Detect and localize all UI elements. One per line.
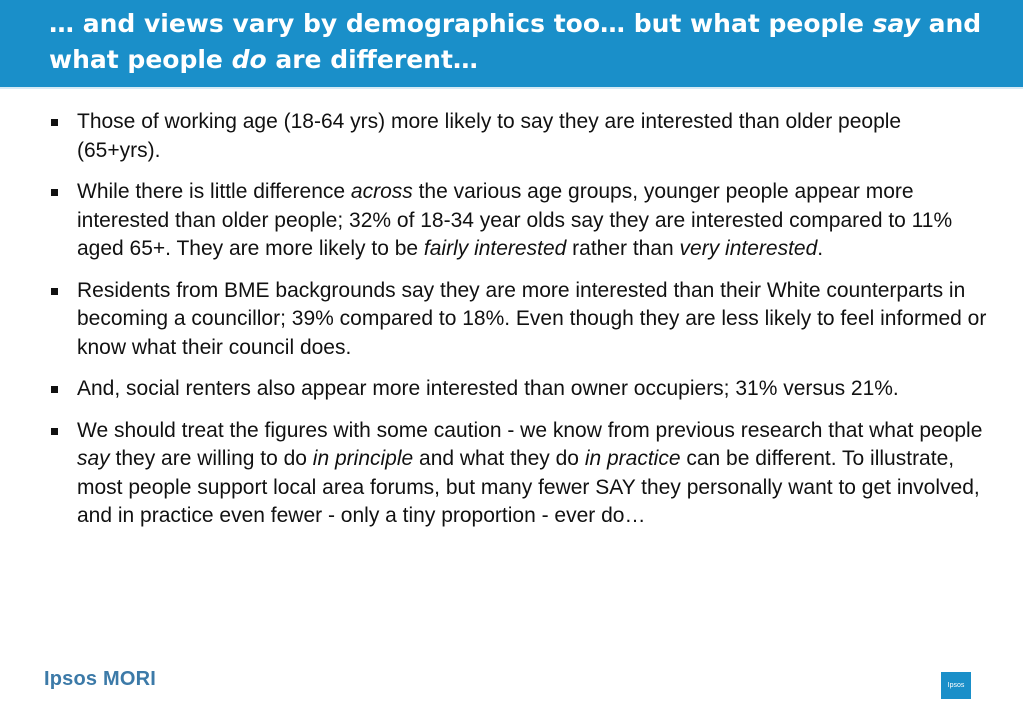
bullet-text bbox=[77, 110, 901, 162]
square-bullet-icon bbox=[51, 189, 58, 196]
bullet-text-part: can be different. To illustrate, most people support local area forums, but many fewer SAY they personally want to get involved, and in practice even fewer - only a tiny proportion - ever do… bbox=[77, 447, 980, 527]
bullet-emphasis: across bbox=[350, 180, 413, 203]
bullet-item bbox=[47, 178, 987, 264]
bullet-text-part: Residents from BME backgrounds say they are more interested than their White counterparts in becoming a councillor; 39% compared to 18%. Even though they are less likely to feel informed or know what their council does. bbox=[77, 278, 987, 359]
bullet-text-part: Those of working age (18-64 yrs) more likely to say they are interested than older people (65+yrs). bbox=[77, 110, 902, 162]
ipsos-badge-logo: Ipsos bbox=[941, 672, 971, 699]
bullet-item bbox=[47, 277, 987, 363]
title-emphasis-say: say bbox=[872, 9, 920, 38]
bullet-text-part: they are willing to do bbox=[109, 447, 313, 470]
bullet-text bbox=[77, 419, 982, 528]
bullet-text-part: We should treat the figures with some caution - we know from previous research that what people bbox=[77, 418, 983, 442]
title-part: … and views vary by demographics too… but what people bbox=[49, 9, 873, 38]
bullet-text-part: And, social renters also appear more interested than owner occupiers; 31% versus 21%. bbox=[77, 377, 899, 400]
title-part: are different… bbox=[266, 45, 478, 74]
square-bullet-icon bbox=[51, 119, 58, 126]
title-banner bbox=[0, 0, 1023, 87]
bullet-text-part: . bbox=[817, 237, 824, 260]
bullet-text-part: the various age groups, younger people appear more interested than older people; 32% of 18-34 year olds say they are interested compared to 11% aged 65+. They are more likely to be bbox=[77, 180, 953, 260]
bullet-text bbox=[77, 180, 952, 260]
bullet-emphasis: say bbox=[77, 447, 110, 470]
square-bullet-icon bbox=[51, 386, 58, 393]
bullet-text bbox=[77, 279, 986, 359]
ipsos-mori-logo: Ipsos MORI bbox=[44, 668, 157, 690]
bullet-text bbox=[77, 377, 899, 400]
title-part: and what people bbox=[49, 9, 982, 74]
bullet-emphasis: in principle bbox=[312, 447, 414, 470]
bullet-emphasis: in practice bbox=[584, 447, 681, 470]
bullet-emphasis: very interested bbox=[679, 237, 818, 260]
square-bullet-icon bbox=[51, 288, 58, 295]
bullet-item bbox=[47, 417, 987, 531]
bullet-text-part: and what they do bbox=[413, 447, 585, 470]
header-divider bbox=[0, 87, 1023, 89]
bullet-text-part: While there is little difference bbox=[77, 180, 351, 203]
bullet-item bbox=[47, 108, 987, 165]
bullet-list bbox=[47, 108, 987, 544]
bullet-item bbox=[47, 375, 987, 404]
bullet-emphasis: fairly interested bbox=[423, 237, 567, 260]
title-emphasis-do: do bbox=[231, 45, 267, 74]
bullet-text-part: rather than bbox=[566, 237, 680, 260]
slide-title bbox=[49, 6, 1009, 78]
square-bullet-icon bbox=[51, 428, 58, 435]
